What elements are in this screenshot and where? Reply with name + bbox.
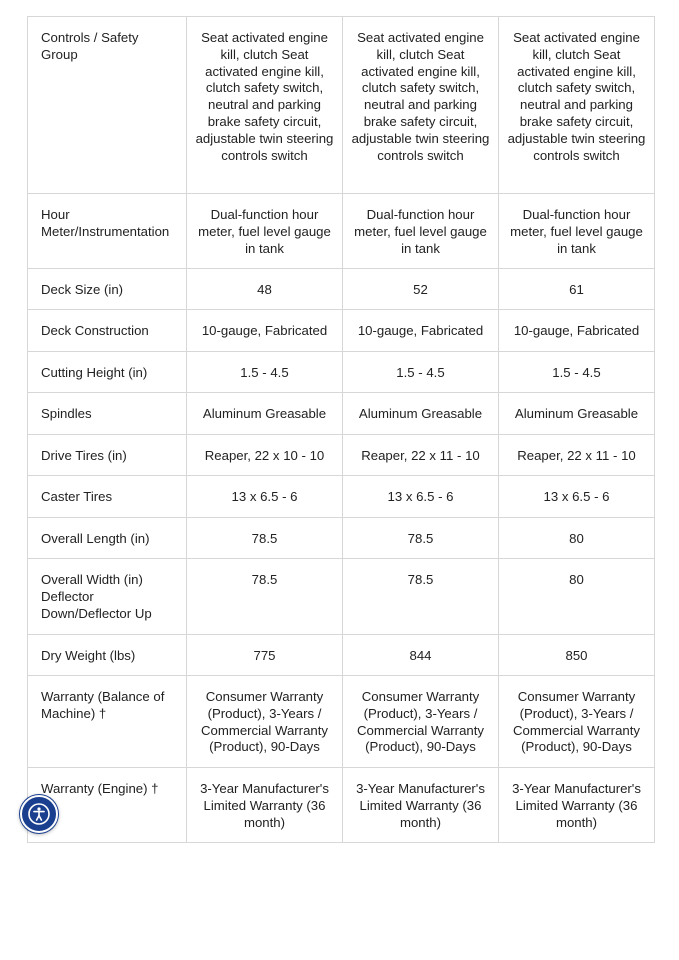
cell-value: 13 x 6.5 - 6 <box>187 476 343 518</box>
row-label: Warranty (Engine) † <box>28 768 187 843</box>
cell-value: 1.5 - 4.5 <box>187 352 343 393</box>
spec-table <box>27 16 655 843</box>
cell-value: 13 x 6.5 - 6 <box>499 476 655 518</box>
row-label: Caster Tires <box>28 476 187 518</box>
cell-value: Consumer Warranty (Product), 3-Years / Commercial Warranty (Product), 90-Days <box>187 676 343 768</box>
accessibility-icon <box>27 802 51 826</box>
row-label: Overall Length (in) <box>28 518 187 559</box>
table-row <box>28 393 655 435</box>
row-label: Hour Meter/Instrumentation <box>28 194 187 269</box>
cell-value: Seat activated engine kill, clutch Seat activated engine kill, clutch safety switch, neutral and parking brake safety circuit, adjustable twin steering controls switch <box>499 17 655 194</box>
cell-value: 775 <box>187 635 343 676</box>
cell-value: Dual-function hour meter, fuel level gauge in tank <box>343 194 499 269</box>
table-row <box>28 676 655 768</box>
cell-value: 10-gauge, Fabricated <box>187 310 343 352</box>
cell-value: Reaper, 22 x 10 - 10 <box>187 435 343 476</box>
table-row <box>28 635 655 676</box>
table-row <box>28 352 655 393</box>
cell-value: 52 <box>343 269 499 310</box>
cell-value: 80 <box>499 559 655 635</box>
cell-value: Consumer Warranty (Product), 3-Years / Commercial Warranty (Product), 90-Days <box>499 676 655 768</box>
table-row <box>28 269 655 310</box>
cell-value: 13 x 6.5 - 6 <box>343 476 499 518</box>
cell-value: 1.5 - 4.5 <box>343 352 499 393</box>
cell-value: 3-Year Manufacturer's Limited Warranty (36 month) <box>343 768 499 843</box>
cell-value: Reaper, 22 x 11 - 10 <box>499 435 655 476</box>
row-label: Overall Width (in) Deflector Down/Deflector Up <box>28 559 187 635</box>
cell-value: Aluminum Greasable <box>343 393 499 435</box>
table-row <box>28 435 655 476</box>
cell-value: 844 <box>343 635 499 676</box>
cell-value: 78.5 <box>187 559 343 635</box>
table-row <box>28 518 655 559</box>
cell-value: 80 <box>499 518 655 559</box>
row-label: Warranty (Balance of Machine) † <box>28 676 187 768</box>
cell-value: Dual-function hour meter, fuel level gauge in tank <box>187 194 343 269</box>
row-label: Dry Weight (lbs) <box>28 635 187 676</box>
table-row <box>28 476 655 518</box>
accessibility-button[interactable] <box>20 795 58 833</box>
cell-value: Dual-function hour meter, fuel level gauge in tank <box>499 194 655 269</box>
table-row <box>28 768 655 843</box>
row-label: Cutting Height (in) <box>28 352 187 393</box>
cell-value: Aluminum Greasable <box>187 393 343 435</box>
table-row <box>28 17 655 194</box>
cell-value: 3-Year Manufacturer's Limited Warranty (36 month) <box>187 768 343 843</box>
cell-value: Seat activated engine kill, clutch Seat activated engine kill, clutch safety switch, neutral and parking brake safety circuit, adjustable twin steering controls switch <box>343 17 499 194</box>
row-label: Deck Size (in) <box>28 269 187 310</box>
cell-value: Aluminum Greasable <box>499 393 655 435</box>
cell-value: 1.5 - 4.5 <box>499 352 655 393</box>
table-row <box>28 194 655 269</box>
table-row <box>28 310 655 352</box>
table-row <box>28 559 655 635</box>
cell-value: 78.5 <box>343 518 499 559</box>
cell-value: Reaper, 22 x 11 - 10 <box>343 435 499 476</box>
cell-value: Consumer Warranty (Product), 3-Years / Commercial Warranty (Product), 90-Days <box>343 676 499 768</box>
cell-value: 78.5 <box>343 559 499 635</box>
cell-value: 10-gauge, Fabricated <box>499 310 655 352</box>
row-label: Drive Tires (in) <box>28 435 187 476</box>
cell-value: Seat activated engine kill, clutch Seat activated engine kill, clutch safety switch, neutral and parking brake safety circuit, adjustable twin steering controls switch <box>187 17 343 194</box>
row-label: Spindles <box>28 393 187 435</box>
cell-value: 3-Year Manufacturer's Limited Warranty (36 month) <box>499 768 655 843</box>
row-label: Controls / Safety Group <box>28 17 187 194</box>
cell-value: 48 <box>187 269 343 310</box>
row-label: Deck Construction <box>28 310 187 352</box>
cell-value: 850 <box>499 635 655 676</box>
cell-value: 61 <box>499 269 655 310</box>
cell-value: 10-gauge, Fabricated <box>343 310 499 352</box>
cell-value: 78.5 <box>187 518 343 559</box>
